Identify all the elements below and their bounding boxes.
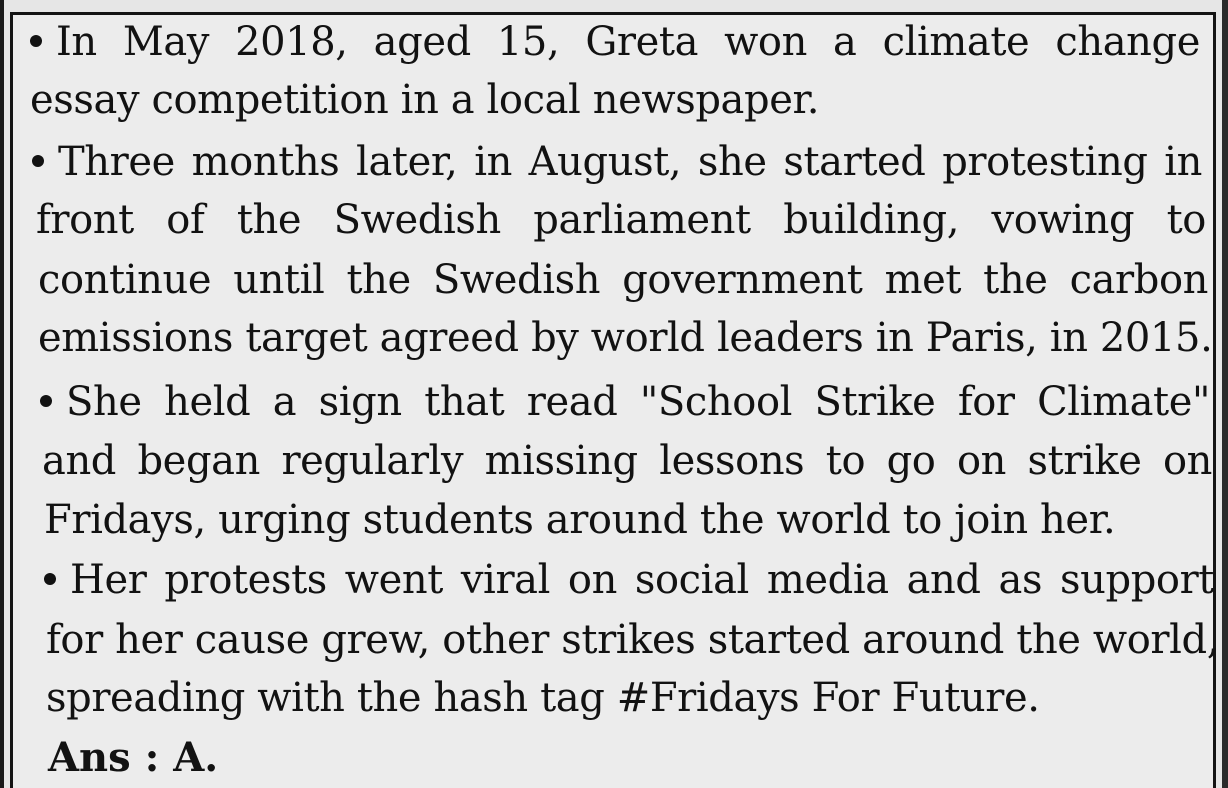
bullet-1-line-2: essay competition in a local newspaper. (30, 77, 820, 123)
bullet-icon (32, 155, 44, 167)
bullet-2-line-3: continue until the Swedish government met the carbon (38, 257, 1208, 303)
bullet-3-line-1: She held a sign that read "School Strike for Climate" (40, 378, 1210, 426)
bullet-4-line-2: for her cause grew, other strikes started around the world, (46, 617, 1220, 663)
page-left-edge (0, 0, 4, 788)
page-right-edge (1222, 0, 1228, 788)
bullet-icon (44, 573, 56, 585)
bullet-3-line-3: Fridays, urging students around the world to join her. (44, 497, 1116, 543)
bullet-1-line-1: In May 2018, aged 15, Greta won a climate change (30, 18, 1200, 66)
bullet-4-line-1: Her protests went viral on social media and as support (44, 556, 1214, 604)
bullet-2-line-2: front of the Swedish parliament building, vowing to (36, 197, 1206, 243)
bullet-3-line-2: and began regularly missing lessons to go on strike on (42, 438, 1212, 484)
answer-line: Ans : A. (48, 734, 219, 781)
bullet-2-line-4: emissions target agreed by world leaders in Paris, in 2015. (38, 315, 1213, 361)
bullet-icon (40, 395, 52, 407)
bullet-2-line-1: Three months later, in August, she started protesting in (32, 138, 1202, 186)
bullet-4-line-3: spreading with the hash tag #Fridays For Future. (46, 675, 1040, 721)
bullet-icon (30, 35, 42, 47)
